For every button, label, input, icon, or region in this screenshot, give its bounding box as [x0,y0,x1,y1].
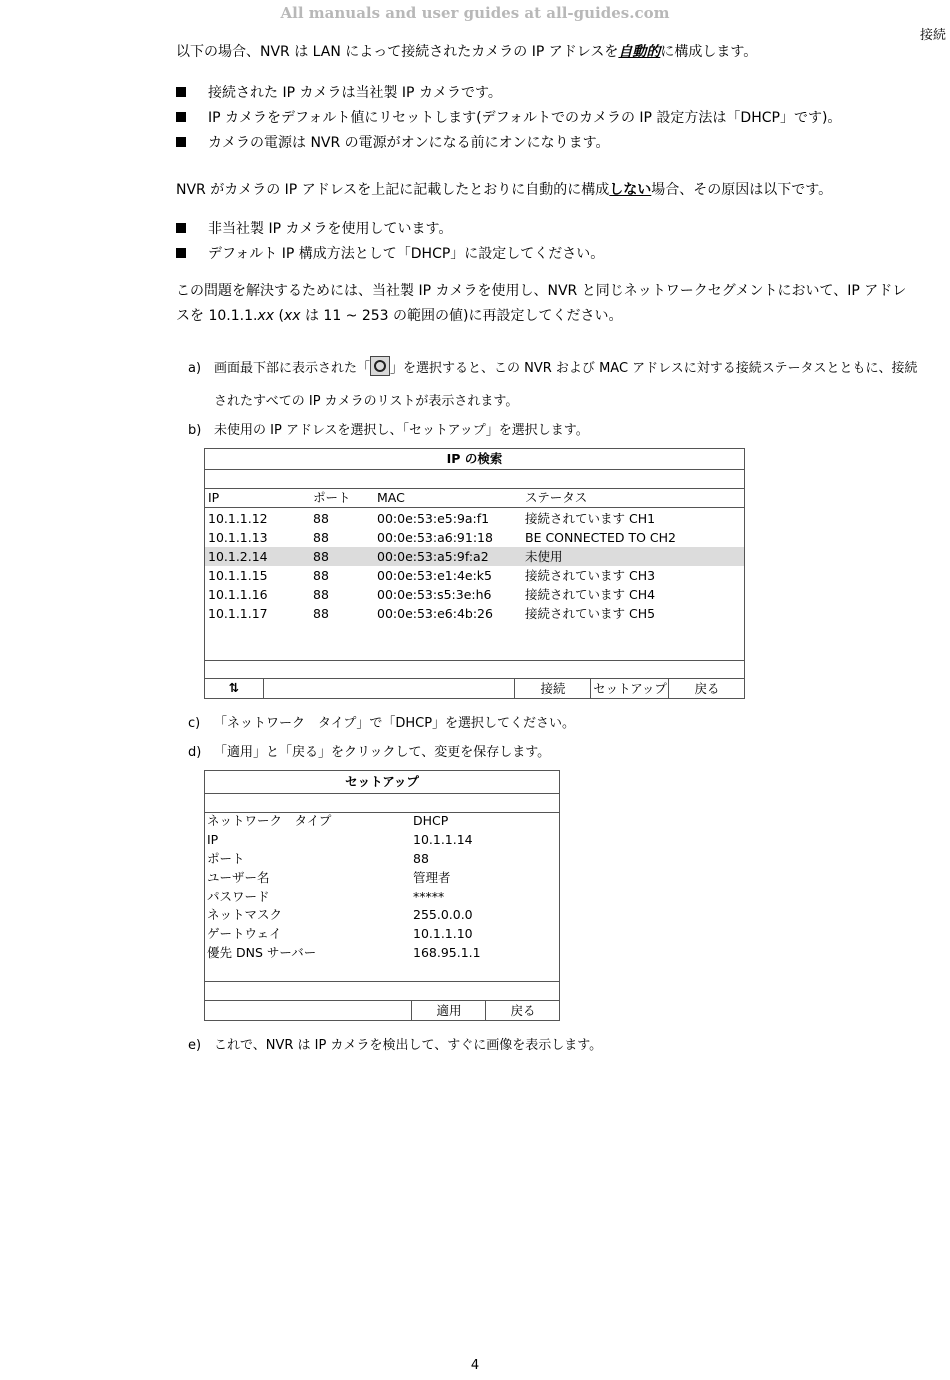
list-item [176,218,452,238]
setting-label: パスワード [207,889,270,904]
intro-text-end: に構成します。 [660,44,758,60]
list-item [176,243,604,263]
setup-button[interactable]: セットアップ [590,679,669,698]
step-d [188,743,550,763]
list-item [176,107,841,127]
setting-row-ip[interactable] [205,830,559,849]
step-a-continued: されたすべての IP カメラのリストが表示されます。 [214,394,519,409]
bullet-icon [176,223,186,233]
step-b [188,421,589,441]
setting-value[interactable]: 88 [413,851,429,866]
list-bottom-divider [205,981,559,982]
setting-label: ポート [207,851,245,866]
column-header-ip: IP [208,490,220,505]
cell-mac: 00:0e:53:a6:91:18 [377,530,493,545]
dialog-title: IP の検索 [205,449,744,470]
cell-port: 88 [313,587,329,602]
cell-status: BE CONNECTED TO CH2 [525,530,677,545]
setting-row-username[interactable] [205,868,559,887]
table-row[interactable] [205,566,744,585]
fail-intro-emphasis: しない [609,182,652,198]
cell-status: 接続されています CH4 [525,587,656,602]
setting-label: 優先 DNS サーバー [207,945,317,960]
list-bottom-divider [205,660,744,661]
setting-label: ゲートウェイ [207,926,282,941]
list-item [176,132,610,152]
setting-row-dns[interactable] [205,943,559,962]
setting-row-port[interactable] [205,849,559,868]
list-item-text: IP カメラをデフォルト値にリセットします(デフォルトでのカメラの IP 設定方法は「DHCP」です)。 [208,110,842,126]
apply-button[interactable]: 適用 [411,1001,486,1020]
solution-text: スを 10.1.1. [176,308,258,324]
dialog-title: セットアップ [205,771,559,794]
back-button[interactable]: 戻る [485,1001,560,1020]
setting-row-netmask[interactable] [205,905,559,924]
cell-mac: 00:0e:53:e5:9a:f1 [377,511,490,526]
section-header: 接続 [919,28,946,43]
step-text: これで、NVR は IP カメラを検出して、すぐに画像を表示します。 [214,1038,603,1053]
table-row[interactable] [205,604,744,623]
table-row[interactable] [205,585,744,604]
setting-value[interactable]: DHCP [413,813,449,828]
solution-line-1: この問題を解決するためには、当社製 IP カメラを使用し、NVR と同じネットワークセグメントにおいて、IP アドレ [176,283,907,299]
search-icon[interactable] [370,356,390,376]
bullet-icon [176,137,186,147]
cell-port: 88 [313,568,329,583]
cell-mac: 00:0e:53:e1:4e:k5 [377,568,492,583]
ip-search-button-bar [205,678,744,698]
cell-port: 88 [313,606,329,621]
fail-intro-text: NVR がカメラの IP アドレスを上記に記載したとおりに自動的に構成 [176,182,610,198]
step-text: 「ネットワーク タイプ」で「DHCP」を選択してください。 [214,716,576,731]
cell-status: 接続されています CH5 [525,606,656,621]
setting-label: ネットワーク タイプ [207,813,332,828]
cell-port: 88 [313,530,329,545]
refresh-icon[interactable]: ⇅ [205,679,264,698]
setup-button-bar [205,1000,559,1020]
cell-ip: 10.1.2.14 [208,549,268,564]
bullet-icon [176,248,186,258]
setting-value[interactable]: 管理者 [413,870,451,885]
page-number: 4 [470,1358,480,1373]
cell-status: 接続されています CH3 [525,568,656,583]
cell-ip: 10.1.1.17 [208,606,268,621]
setting-label: ユーザー名 [207,870,270,885]
column-header-mac: MAC [377,490,405,505]
watermark: All manuals and user guides at all-guides.com [280,4,670,22]
step-mark: c) [188,716,201,731]
table-row-selected[interactable] [205,547,744,566]
step-mark: d) [188,745,202,760]
connect-button[interactable]: 接続 [514,679,591,698]
step-text: 未使用の IP アドレスを選択し、「セットアップ」を選択します。 [214,423,589,438]
cell-port: 88 [313,511,329,526]
column-header-port: ポート [313,490,351,505]
step-mark: b) [188,423,202,438]
solution-text: ( [274,308,284,324]
ip-search-dialog [204,448,745,699]
intro-text: 以下の場合、NVR は LAN によって接続されたカメラの IP アドレスを [176,44,619,60]
cell-ip: 10.1.1.12 [208,511,268,526]
list-item [176,82,502,102]
cell-port: 88 [313,549,329,564]
cell-mac: 00:0e:53:s5:3e:h6 [377,587,492,602]
step-e [188,1036,602,1056]
setting-row-network-type[interactable] [205,811,559,830]
solution-variable: xx [283,308,301,324]
setup-dialog [204,770,560,1021]
step-a [188,356,918,379]
solution-text: は 11 ~ 253 の範囲の値)に再設定してください。 [300,308,623,324]
step-text: 画面最下部に表示された「 [214,361,371,376]
list-item-text: 非当社製 IP カメラを使用しています。 [208,221,453,237]
table-header [205,488,744,508]
setting-value[interactable]: 168.95.1.1 [413,945,481,960]
setting-value[interactable]: 10.1.1.10 [413,926,473,941]
setting-value[interactable]: 255.0.0.0 [413,907,473,922]
table-row[interactable] [205,528,744,547]
setting-label: ネットマスク [207,907,283,922]
step-text: 」を選択すると、この NVR および MAC アドレスに対する接続ステータスとともに、接続 [390,361,918,376]
list-item-text: 接続された IP カメラは当社製 IP カメラです。 [208,85,502,101]
list-item-text: デフォルト IP 構成方法として「DHCP」に設定してください。 [208,246,605,262]
table-row[interactable] [205,509,744,528]
bullet-icon [176,112,186,122]
cell-ip: 10.1.1.13 [208,530,268,545]
cell-mac: 00:0e:53:a5:9f:a2 [377,549,489,564]
cell-ip: 10.1.1.16 [208,587,268,602]
step-mark: a) [188,361,202,376]
solution-variable: xx [257,308,275,324]
column-header-status: ステータス [525,490,588,505]
fail-intro-text-end: 場合、その原因は以下です。 [651,182,833,198]
setting-row-password[interactable] [205,887,559,906]
intro-paragraph [176,42,757,62]
intro-emphasis: 自動的 [618,44,661,60]
cell-ip: 10.1.1.15 [208,568,268,583]
step-mark: e) [188,1038,202,1053]
step-c [188,714,575,734]
cell-status: 未使用 [525,549,563,564]
fail-intro-paragraph [176,180,832,200]
solution-paragraph [176,279,906,329]
setting-value[interactable]: ***** [413,889,445,904]
step-text: 「適用」と「戻る」をクリックして、変更を保存します。 [214,745,551,760]
list-item-text: カメラの電源は NVR の電源がオンになる前にオンになります。 [208,135,610,151]
cell-mac: 00:0e:53:e6:4b:26 [377,606,493,621]
toolbar-gap [205,470,744,489]
setting-value[interactable]: 10.1.1.14 [413,832,473,847]
solution-line-2 [176,304,906,329]
setting-row-gateway[interactable] [205,924,559,943]
cell-status: 接続されています CH1 [525,511,656,526]
bullet-icon [176,87,186,97]
back-button[interactable]: 戻る [668,679,745,698]
setting-label: IP [207,832,219,847]
